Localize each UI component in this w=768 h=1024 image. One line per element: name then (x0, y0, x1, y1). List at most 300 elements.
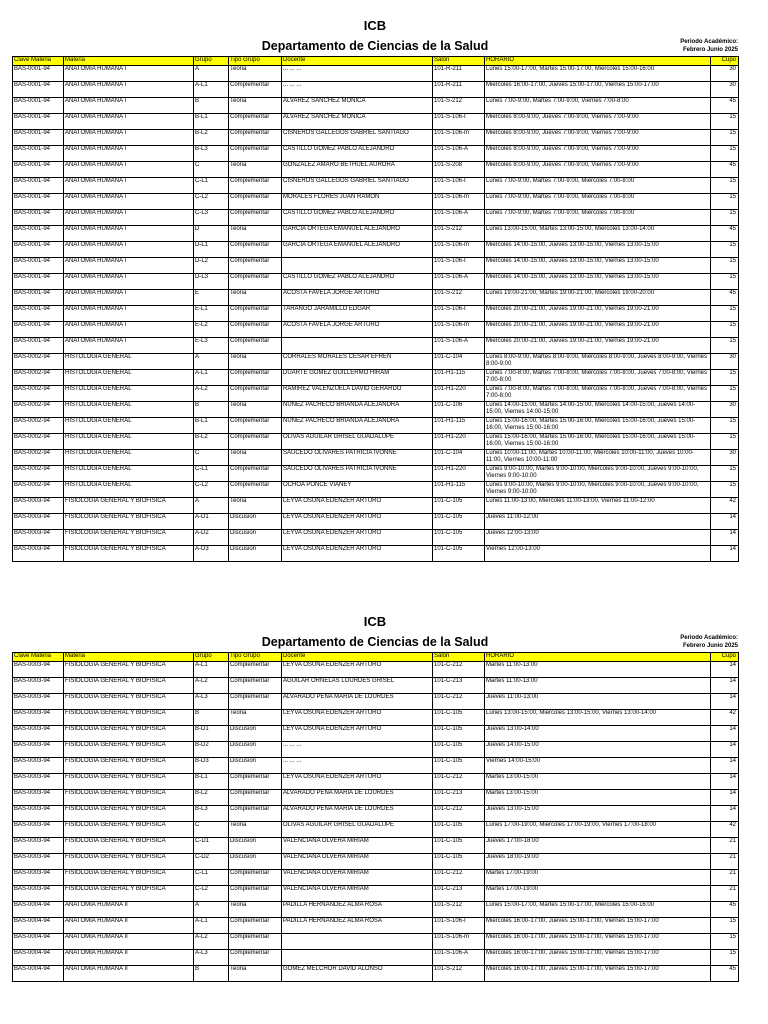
cell-horario: Jueves 14:00-15:00 (485, 742, 711, 758)
cell-docente: LEYVA OSUNA EDENZER ARTURO (282, 710, 433, 726)
table-row (13, 66, 739, 82)
cell-cupo: 14 (711, 694, 739, 710)
column-header-docente: Docente (282, 57, 433, 66)
cell-cupo: 15 (711, 194, 739, 210)
cell-salon: 101-S-212 (433, 226, 485, 242)
cell-tipo-grupo: Complementar (229, 386, 282, 402)
cell-salon: 101-S-106-m (433, 322, 485, 338)
cell-horario: Miércoles 14:00-15:00, Jueves 13:00-15:00, Viernes 13:00-15:00 (485, 242, 711, 258)
cell-grupo: B-D1 (194, 726, 229, 742)
cell-grupo: A-L2 (194, 934, 229, 950)
cell-clave-materia: BAS-0003-94 (13, 546, 64, 562)
table-row (13, 694, 739, 710)
cell-materia: ANATOMIA HUMANA I (64, 146, 194, 162)
cell-materia: FISIOLOGIA GENERAL Y BIOFISICA (64, 662, 194, 678)
cell-materia: ANATOMIA HUMANA II (64, 966, 194, 982)
cell-tipo-grupo: Complementar (229, 322, 282, 338)
cell-grupo: C-D1 (194, 838, 229, 854)
cell-grupo: B (194, 966, 229, 982)
cell-grupo: B-L1 (194, 774, 229, 790)
cell-tipo-grupo: Complementar (229, 338, 282, 354)
cell-grupo: B-L2 (194, 790, 229, 806)
cell-grupo: C-L1 (194, 178, 229, 194)
column-header-tipo-grupo: Tipo Grupo (229, 57, 282, 66)
cell-cupo: 15 (711, 934, 739, 950)
cell-salon: 101-H1-220 (433, 466, 485, 482)
column-header-horario: HORARIO (485, 57, 711, 66)
cell-horario: Lunes 14:00-15:00, Martes 14:00-15:00, Miércoles 14:00-15:00, Jueves 14:00-15:00, Viernes 14:00-15:00 (485, 402, 711, 418)
cell-materia: FISIOLOGIA GENERAL Y BIOFISICA (64, 822, 194, 838)
table-row (13, 854, 739, 870)
table-row (13, 82, 739, 98)
cell-grupo: A-L3 (194, 950, 229, 966)
cell-horario: Lunes 11:00-13:00, Miércoles 11:00-13:00, Viernes 11:00-12:00 (485, 498, 711, 514)
cell-tipo-grupo: Complementar (229, 178, 282, 194)
cell-grupo: A-L2 (194, 678, 229, 694)
cell-grupo: B (194, 710, 229, 726)
cell-materia: ANATOMIA HUMANA II (64, 950, 194, 966)
cell-tipo-grupo: Complementar (229, 870, 282, 886)
cell-tipo-grupo: Discusion (229, 854, 282, 870)
department-title: Departamento de Ciencias de la Salud (261, 635, 489, 649)
cell-salon: 101-C-213 (433, 678, 485, 694)
cell-horario: Lunes 9:00-10:00, Martes 9:00-10:00, Miércoles 9:00-10:00, Jueves 9:00-10:00, Viernes 9:00-10:00 (485, 466, 711, 482)
cell-docente: LEYVA OSUNA EDENZER ARTURO (282, 774, 433, 790)
cell-horario: Miércoles 8:00-9:00, Jueves 7:00-9:00, Viernes 7:00-9:00 (485, 130, 711, 146)
cell-grupo: C-L2 (194, 886, 229, 902)
page-header (12, 18, 738, 56)
cell-docente: ACOSTA FAVELA JORGE ARTURO (282, 290, 433, 306)
table-header-row (13, 57, 739, 66)
cell-horario: Lunes 7:00-9:00, Martes 7:00-9:00, Miércoles 7:00-8:00 (485, 194, 711, 210)
cell-materia: ANATOMIA HUMANA I (64, 306, 194, 322)
cell-docente: AGUILAR ORNELAS LOURDES GRISEL (282, 678, 433, 694)
cell-materia: FISIOLOGIA GENERAL Y BIOFISICA (64, 790, 194, 806)
cell-salon: 101-S-106-A (433, 338, 485, 354)
cell-horario: Jueves 13:00-14:00 (485, 726, 711, 742)
cell-salon: 101-S-106-I (433, 918, 485, 934)
column-header-salon: Salón (433, 57, 485, 66)
cell-clave-materia: BAS-0004-94 (13, 934, 64, 950)
cell-horario: Viernes 12:00-13:00 (485, 546, 711, 562)
cell-docente: PADILLA HERNANDEZ ALMA ROSA (282, 918, 433, 934)
cell-grupo: E-L2 (194, 322, 229, 338)
cell-materia: HISTOLOGIA GENERAL (64, 466, 194, 482)
cell-horario: Lunes 17:00-19:00, Miercoles 17:00-19:00, Viernes 17:00-18:00 (485, 822, 711, 838)
table-row (13, 806, 739, 822)
table-row (13, 338, 739, 354)
cell-horario: Miércoles 8:00-9:00, Jueves 7:00-9:00, Viernes 7:00-9:00 (485, 162, 711, 178)
cell-materia: ANATOMIA HUMANA I (64, 82, 194, 98)
cell-docente: GARCIA ORTEGA EMANUEL ALEJANDRO (282, 242, 433, 258)
cell-materia: ANATOMIA HUMANA I (64, 162, 194, 178)
cell-cupo: 15 (711, 386, 739, 402)
cell-clave-materia: BAS-0003-94 (13, 498, 64, 514)
cell-tipo-grupo: Teoria (229, 450, 282, 466)
cell-docente: VALENCIANA OLVERA MIRIAM (282, 870, 433, 886)
cell-cupo: 14 (711, 726, 739, 742)
table-row (13, 290, 739, 306)
cell-cupo: 14 (711, 678, 739, 694)
cell-grupo: B (194, 98, 229, 114)
cell-salon: 101-R-211 (433, 82, 485, 98)
academic-period (680, 38, 738, 54)
cell-docente (282, 258, 433, 274)
cell-grupo: C-L3 (194, 210, 229, 226)
table-row (13, 902, 739, 918)
table-row (13, 726, 739, 742)
cell-cupo: 30 (711, 66, 739, 82)
cell-cupo: 14 (711, 662, 739, 678)
cell-cupo: 15 (711, 950, 739, 966)
cell-horario: Miércoles 16:00-17:00, Jueves 15:00-17:00, Viernes 15:00-17:00 (485, 82, 711, 98)
cell-salon: 101-H1-115 (433, 370, 485, 386)
cell-clave-materia: BAS-0001-94 (13, 98, 64, 114)
cell-clave-materia: BAS-0003-94 (13, 530, 64, 546)
table-row (13, 402, 739, 418)
cell-horario: Lunes 7:00-9:00, Martes 7:00-9:00, Viernes 7:00-8:00 (485, 98, 711, 114)
cell-clave-materia: BAS-0003-94 (13, 694, 64, 710)
cell-materia: ANATOMIA HUMANA I (64, 130, 194, 146)
table-row (13, 530, 739, 546)
cell-salon: 101-C-106 (433, 402, 485, 418)
cell-docente: LEYVA OSUNA EDENZER ARTURO (282, 662, 433, 678)
table-row (13, 178, 739, 194)
cell-tipo-grupo: Complementar (229, 274, 282, 290)
cell-cupo: 30 (711, 354, 739, 370)
table-row (13, 418, 739, 434)
table-row (13, 710, 739, 726)
cell-materia: ANATOMIA HUMANA I (64, 274, 194, 290)
cell-tipo-grupo: Teoria (229, 226, 282, 242)
cell-materia: FISIOLOGIA GENERAL Y BIOFISICA (64, 742, 194, 758)
cell-horario: Miércoles 20:00-21:00, Jueves 19:00-21:00, Viernes 19:00-21:00 (485, 322, 711, 338)
cell-clave-materia: BAS-0001-94 (13, 290, 64, 306)
cell-grupo: A-D2 (194, 530, 229, 546)
cell-grupo: C-L2 (194, 194, 229, 210)
cell-salon: 101-C-212 (433, 806, 485, 822)
cell-horario: Lunes 7:00-8:00, Martes 7:00-8:00, Miércoles 7:00-8:00, Jueves 7:00-8:00, Viernes 7:00-8:00 (485, 370, 711, 386)
cell-salon: 101-S-106-m (433, 194, 485, 210)
cell-docente: VALENCIANA OLVERA MIRIAM (282, 854, 433, 870)
cell-grupo: B-D2 (194, 742, 229, 758)
cell-salon: 101-H1-220 (433, 434, 485, 450)
cell-salon: 101-S-106-I (433, 178, 485, 194)
cell-horario: Miércoles 20:00-21:00, Jueves 19:00-21:00, Viernes 19:00-21:00 (485, 306, 711, 322)
cell-materia: ANATOMIA HUMANA II (64, 902, 194, 918)
cell-cupo: 15 (711, 274, 739, 290)
cell-salon: 101-S-208 (433, 162, 485, 178)
cell-horario: Jueves 18:00-19:00 (485, 854, 711, 870)
cell-tipo-grupo: Discusion (229, 546, 282, 562)
table-row (13, 322, 739, 338)
cell-docente: CISNEROS GALLEGOS GABRIEL SANTIAGO (282, 178, 433, 194)
cell-salon: 101-C-105 (433, 710, 485, 726)
column-header-grupo: Grupo (194, 653, 229, 662)
cell-horario: Lunes 7:00-9:00, Martes 7:00-9:00, Miércoles 7:00-8:00 (485, 210, 711, 226)
cell-salon: 101-S-212 (433, 966, 485, 982)
cell-materia: ANATOMIA HUMANA I (64, 290, 194, 306)
table-row (13, 242, 739, 258)
cell-salon: 101-S-106-A (433, 146, 485, 162)
cell-materia: HISTOLOGIA GENERAL (64, 418, 194, 434)
cell-salon: 101-C-105 (433, 838, 485, 854)
table-row (13, 546, 739, 562)
cell-cupo: 45 (711, 966, 739, 982)
cell-clave-materia: BAS-0003-94 (13, 870, 64, 886)
department-title: Departamento de Ciencias de la Salud (261, 39, 489, 53)
cell-salon: 101-C-105 (433, 514, 485, 530)
cell-tipo-grupo: Complementar (229, 82, 282, 98)
cell-horario: Lunes 13:00-15:00, Miercoles 13:00-15:00, Viernes 13:00-14:00 (485, 710, 711, 726)
cell-grupo: C-L2 (194, 482, 229, 498)
cell-salon: 101-S-106-A (433, 950, 485, 966)
cell-salon: 101-S-106-I (433, 306, 485, 322)
cell-cupo: 14 (711, 806, 739, 822)
cell-horario: Jueves 11:00-13:00 (485, 694, 711, 710)
cell-cupo: 14 (711, 546, 739, 562)
cell-clave-materia: BAS-0002-94 (13, 402, 64, 418)
cell-clave-materia: BAS-0001-94 (13, 146, 64, 162)
column-header-clave-materia: Clave Materia (13, 653, 64, 662)
cell-materia: ANATOMIA HUMANA I (64, 66, 194, 82)
table-row (13, 210, 739, 226)
cell-docente: PADILLA HERNANDEZ ALMA ROSA (282, 902, 433, 918)
cell-horario: Miércoles 16:00-17:00, Jueves 15:00-17:00, Viernes 15:00-17:00 (485, 918, 711, 934)
cell-docente: ... ... ... (282, 758, 433, 774)
cell-tipo-grupo: Complementar (229, 790, 282, 806)
cell-cupo: 21 (711, 870, 739, 886)
cell-docente: LEYVA OSUNA EDENZER ARTURO (282, 530, 433, 546)
cell-cupo: 14 (711, 742, 739, 758)
cell-tipo-grupo: Complementar (229, 258, 282, 274)
cell-tipo-grupo: Complementar (229, 774, 282, 790)
table-row (13, 774, 739, 790)
cell-grupo: E-L1 (194, 306, 229, 322)
cell-materia: ANATOMIA HUMANA II (64, 934, 194, 950)
cell-clave-materia: BAS-0003-94 (13, 886, 64, 902)
cell-horario: Lunes 15:00-16:00, Martes 15:00-16:00, Miércoles 15:00-16:00, Jueves 15:00-16:00, Viernes 15:00-16:00 (485, 418, 711, 434)
cell-cupo: 42 (711, 822, 739, 838)
cell-cupo: 45 (711, 226, 739, 242)
page-header (12, 614, 738, 652)
cell-tipo-grupo: Teoria (229, 66, 282, 82)
cell-grupo: A-L1 (194, 370, 229, 386)
table-row (13, 742, 739, 758)
cell-horario: Martes 11:00-13:00 (485, 678, 711, 694)
cell-salon: 101-R-211 (433, 66, 485, 82)
cell-clave-materia: BAS-0002-94 (13, 354, 64, 370)
cell-salon: 101-S-212 (433, 290, 485, 306)
cell-clave-materia: BAS-0003-94 (13, 806, 64, 822)
cell-tipo-grupo: Teoria (229, 498, 282, 514)
table-row (13, 950, 739, 966)
table-header-row (13, 653, 739, 662)
cell-horario: Jueves 11:00-12:00 (485, 514, 711, 530)
cell-clave-materia: BAS-0003-94 (13, 758, 64, 774)
cell-cupo: 14 (711, 758, 739, 774)
table-row (13, 354, 739, 370)
cell-cupo: 14 (711, 790, 739, 806)
cell-tipo-grupo: Complementar (229, 694, 282, 710)
table-row (13, 98, 739, 114)
cell-grupo: A-L3 (194, 694, 229, 710)
cell-horario: Miércoles 16:00-17:00, Jueves 15:00-17:00, Viernes 15:00-17:00 (485, 934, 711, 950)
cell-clave-materia: BAS-0003-94 (13, 790, 64, 806)
cell-tipo-grupo: Discusion (229, 726, 282, 742)
cell-horario: Miércoles 14:00-15:00, Jueves 13:00-15:00, Viernes 13:00-15:00 (485, 258, 711, 274)
cell-docente: OLIVAS AGUILAR GRISEL GUADALUPE (282, 434, 433, 450)
cell-clave-materia: BAS-0004-94 (13, 950, 64, 966)
cell-docente: LEYVA OSUNA EDENZER ARTURO (282, 546, 433, 562)
cell-cupo: 14 (711, 514, 739, 530)
cell-salon: 101-H1-220 (433, 386, 485, 402)
cell-salon: 101-S-106-m (433, 242, 485, 258)
cell-tipo-grupo: Teoria (229, 162, 282, 178)
cell-grupo: A (194, 66, 229, 82)
cell-clave-materia: BAS-0003-94 (13, 662, 64, 678)
cell-cupo: 15 (711, 482, 739, 498)
cell-clave-materia: BAS-0001-94 (13, 338, 64, 354)
cell-horario: Martes 11:00-13:00 (485, 662, 711, 678)
table-row (13, 790, 739, 806)
cell-grupo: A-D1 (194, 514, 229, 530)
cell-cupo: 21 (711, 854, 739, 870)
cell-salon: 101-C-105 (433, 758, 485, 774)
cell-tipo-grupo: Complementar (229, 306, 282, 322)
cell-horario: Miércoles 8:00-9:00, Jueves 7:00-9:00, Viernes 7:00-9:00 (485, 114, 711, 130)
cell-tipo-grupo: Complementar (229, 934, 282, 950)
cell-docente: OLIVAS AGUILAR GRISEL GUADALUPE (282, 822, 433, 838)
table-row (13, 934, 739, 950)
cell-horario: Martes 17:00-19:00 (485, 870, 711, 886)
cell-clave-materia: BAS-0001-94 (13, 322, 64, 338)
cell-salon: 101-S-212 (433, 902, 485, 918)
cell-clave-materia: BAS-0001-94 (13, 242, 64, 258)
cell-tipo-grupo: Discusion (229, 758, 282, 774)
cell-clave-materia: BAS-0003-94 (13, 838, 64, 854)
table-row (13, 434, 739, 450)
cell-materia: FISIOLOGIA GENERAL Y BIOFISICA (64, 514, 194, 530)
cell-tipo-grupo: Complementar (229, 482, 282, 498)
period-label: Periodo Académico: (680, 635, 738, 641)
cell-grupo: B (194, 402, 229, 418)
cell-horario: Miércoles 8:00-9:00, Jueves 7:00-9:00, Viernes 7:00-9:00 (485, 146, 711, 162)
cell-horario: Lunes 15:00-17:00, Martes 15:00-17:00, Miércoles 15:00-16:00 (485, 66, 711, 82)
cell-clave-materia: BAS-0002-94 (13, 386, 64, 402)
cell-materia: HISTOLOGIA GENERAL (64, 450, 194, 466)
schedule-table (12, 56, 739, 562)
cell-clave-materia: BAS-0003-94 (13, 854, 64, 870)
cell-horario: Lunes 9:00-10:00, Martes 9:00-10:00, Miércoles 9:00-10:00, Jueves 9:00-10:00, Viernes 9:00-10:00 (485, 482, 711, 498)
cell-horario: Lunes 7:00-8:00, Martes 7:00-8:00, Miércoles 7:00-8:00, Jueves 7:00-8:00, Viernes 7:00-8:00 (485, 386, 711, 402)
cell-horario: Lunes 15:00-16:00, Martes 15:00-16:00, Miércoles 15:00-16:00, Jueves 15:00-16:00, Viernes 15:00-16:00 (485, 434, 711, 450)
cell-clave-materia: BAS-0002-94 (13, 450, 64, 466)
cell-salon: 101-H1-115 (433, 418, 485, 434)
cell-tipo-grupo: Discusion (229, 742, 282, 758)
cell-docente: ... ... ... (282, 82, 433, 98)
cell-horario: Jueves 17:00-18:00 (485, 838, 711, 854)
cell-clave-materia: BAS-0002-94 (13, 370, 64, 386)
cell-clave-materia: BAS-0001-94 (13, 210, 64, 226)
cell-docente: ALVAREZ SANCHEZ MONICA (282, 114, 433, 130)
cell-docente (282, 950, 433, 966)
cell-horario: Lunes 7:00-9:00, Martes 7:00-9:00, Miércoles 7:00-8:00 (485, 178, 711, 194)
cell-grupo: C-L1 (194, 870, 229, 886)
cell-docente: MORALES FLORES JUAN RAMON (282, 194, 433, 210)
cell-clave-materia: BAS-0001-94 (13, 226, 64, 242)
cell-clave-materia: BAS-0004-94 (13, 918, 64, 934)
cell-salon: 101-C-212 (433, 694, 485, 710)
cell-materia: FISIOLOGIA GENERAL Y BIOFISICA (64, 726, 194, 742)
table-row (13, 482, 739, 498)
cell-clave-materia: BAS-0001-94 (13, 178, 64, 194)
cell-docente: RAMIREZ VALENZUELA DAVID GERARDO (282, 386, 433, 402)
cell-grupo: C (194, 822, 229, 838)
cell-tipo-grupo: Teoria (229, 902, 282, 918)
cell-grupo: B-L3 (194, 146, 229, 162)
cell-salon: 101-C-105 (433, 854, 485, 870)
cell-clave-materia: BAS-0001-94 (13, 130, 64, 146)
cell-docente: ALVAREZ SANCHEZ MONICA (282, 98, 433, 114)
cell-tipo-grupo: Discusion (229, 838, 282, 854)
table-row (13, 838, 739, 854)
column-header-clave-materia: Clave Materia (13, 57, 64, 66)
cell-clave-materia: BAS-0001-94 (13, 306, 64, 322)
cell-grupo: C-D2 (194, 854, 229, 870)
cell-cupo: 15 (711, 338, 739, 354)
table-row (13, 822, 739, 838)
cell-materia: FISIOLOGIA GENERAL Y BIOFISICA (64, 710, 194, 726)
cell-materia: ANATOMIA HUMANA I (64, 242, 194, 258)
cell-materia: HISTOLOGIA GENERAL (64, 482, 194, 498)
cell-salon: 101-C-213 (433, 886, 485, 902)
cell-grupo: B-L2 (194, 434, 229, 450)
column-header-tipo-grupo: Tipo Grupo (229, 653, 282, 662)
cell-horario: Jueves 13:00-15:00 (485, 806, 711, 822)
cell-clave-materia: BAS-0004-94 (13, 966, 64, 982)
cell-horario: Jueves 12:00-13:00 (485, 530, 711, 546)
cell-tipo-grupo: Teoria (229, 354, 282, 370)
cell-tipo-grupo: Complementar (229, 662, 282, 678)
cell-materia: FISIOLOGIA GENERAL Y BIOFISICA (64, 886, 194, 902)
cell-horario: Martes 13:00-15:00 (485, 790, 711, 806)
cell-grupo: B-L1 (194, 114, 229, 130)
table-row (13, 370, 739, 386)
cell-docente: GOMEZ MELCHOR DAVID ALONSO (282, 966, 433, 982)
table-row (13, 146, 739, 162)
cell-salon: 101-S-106-A (433, 274, 485, 290)
cell-materia: FISIOLOGIA GENERAL Y BIOFISICA (64, 498, 194, 514)
cell-grupo: C-L1 (194, 466, 229, 482)
cell-materia: ANATOMIA HUMANA I (64, 114, 194, 130)
cell-cupo: 15 (711, 322, 739, 338)
table-row (13, 114, 739, 130)
cell-clave-materia: BAS-0001-94 (13, 66, 64, 82)
cell-grupo: A (194, 498, 229, 514)
cell-materia: FISIOLOGIA GENERAL Y BIOFISICA (64, 838, 194, 854)
cell-horario: Viernes 14:00-15:00 (485, 758, 711, 774)
cell-clave-materia: BAS-0001-94 (13, 274, 64, 290)
cell-tipo-grupo: Complementar (229, 886, 282, 902)
cell-horario: Miércoles 16:00-17:00, Jueves 15:00-17:00, Viernes 15:00-17:00 (485, 950, 711, 966)
cell-materia: HISTOLOGIA GENERAL (64, 386, 194, 402)
cell-grupo: E (194, 290, 229, 306)
cell-docente: ACOSTA FAVELA JORGE ARTURO (282, 322, 433, 338)
cell-docente: LEYVA OSUNA EDENZER ARTURO (282, 498, 433, 514)
cell-docente: CORRALES MORALES CESAR EFREN (282, 354, 433, 370)
column-header-cupo: Cupo (711, 57, 739, 66)
